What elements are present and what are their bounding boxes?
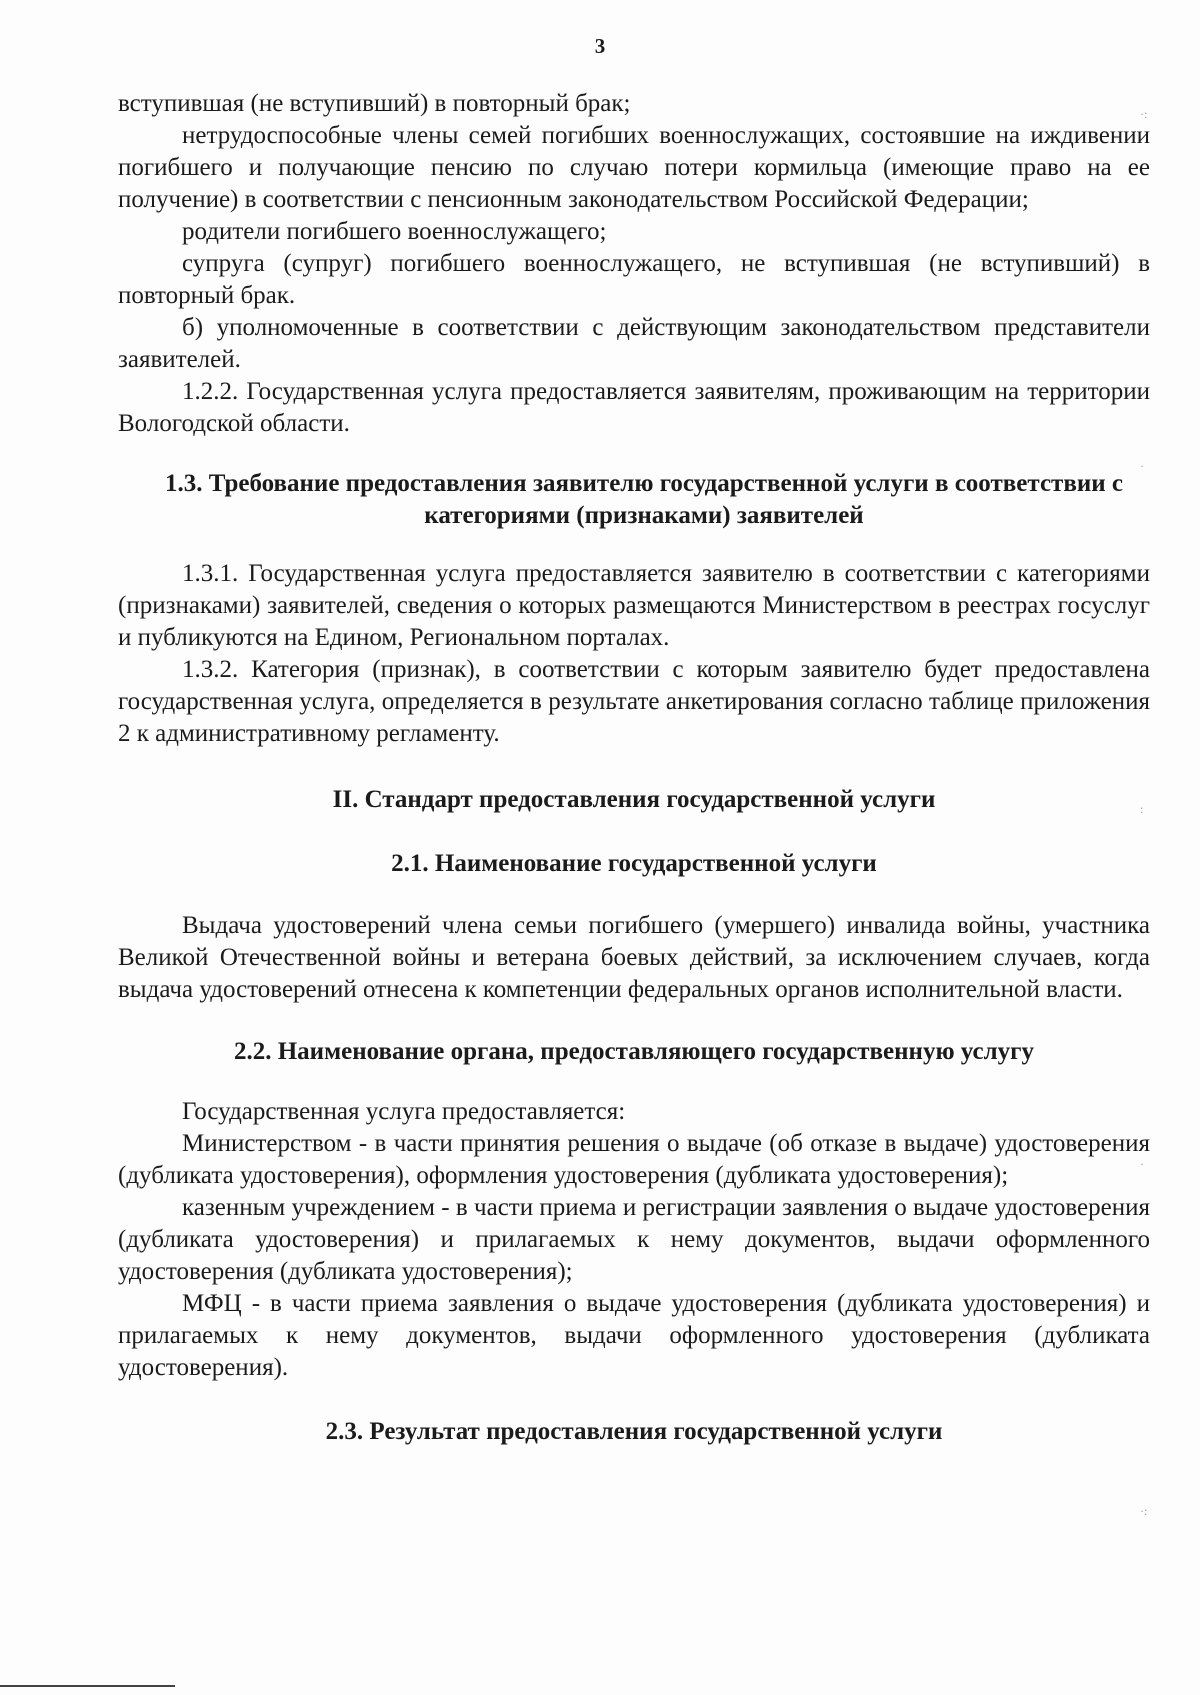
scan-speck: ·: [1140, 1504, 1148, 1518]
scan-speck: · [1140, 459, 1144, 473]
scan-speck: : [1140, 802, 1144, 816]
paragraph: нетрудоспособные члены семей погибших военнослужащих, состоявшие на иждивении погибшего и получающие пенсию по случаю потери кормильца (имеющие право на ее получение) в соответствии с пенсионным законодательством Российской Федерации; [118, 122, 1150, 213]
document-body [118, 88, 1150, 1448]
paragraph: МФЦ - в части приема заявления о выдаче удостоверения (дубликата удостоверения) и прилагаемых к нему документов, выдачи оформленного удостоверения (дубликата удостоверения). [118, 1290, 1150, 1381]
paragraph: родители погибшего военнослужащего; [182, 218, 607, 245]
section-heading: 2.2. Наименование органа, предоставляющего государственную услугу [233, 1038, 1035, 1065]
section-heading: 2.3. Результат предоставления государственной услуги [325, 1418, 943, 1445]
paragraph: Государственная услуга предоставляется: [182, 1098, 626, 1125]
section-heading: II. Стандарт предоставления государственной услуги [332, 786, 936, 813]
footer-rule [0, 1685, 175, 1687]
section-heading: 2.1. Наименование государственной услуги [391, 850, 877, 877]
paragraph: 1.2.2. Государственная услуга предоставляется заявителям, проживающим на территории Вологодской области. [118, 378, 1150, 437]
section-heading: 1.3. Требование предоставления заявителю государственной услуги в соответствии с категориями (признаками) заявителей [165, 470, 1123, 529]
paragraph: супруга (супруг) погибшего военнослужащего, не вступившая (не вступивший) в повторный брак. [118, 250, 1150, 309]
paragraph: вступившая (не вступивший) в повторный брак; [118, 90, 631, 117]
page-number: 3 [594, 34, 606, 58]
paragraph: Министерством - в части принятия решения о выдаче (об отказе в выдаче) удостоверения (дубликата удостоверения), оформления удостоверения (дубликата удостоверения); [118, 1130, 1150, 1189]
paragraph: 1.3.2. Категория (признак), в соответствии с которым заявителю будет предоставлена государственная услуга, определяется в результате анкетирования согласно таблице приложения 2 к административному регламенту. [118, 656, 1150, 747]
scan-speck: · [1140, 1157, 1144, 1171]
paragraph: б) уполномоченные в соответствии с действующим законодательством представители заявителей. [118, 314, 1150, 373]
paragraph: Выдача удостоверений члена семьи погибшего (умершего) инвалида войны, участника Великой Отечественной войны и ветерана боевых действий, за исключением случаев, когда выдача удостоверений отнесена к компетенции федеральных органов исполнительной власти. [118, 912, 1150, 1003]
paragraph: 1.3.1. Государственная услуга предоставляется заявителю в соответствии с категориями (признаками) заявителей, сведения о которых размещаются Министерством в реестрах госуслуг и публикуются на Едином, Региональном порталах. [118, 560, 1150, 651]
paragraph: казенным учреждением - в части приема и регистрации заявления о выдаче удостоверения (дубликата удостоверения) и прилагаемых к нему документов, выдачи оформленного удостоверения (дубликата удостоверения); [118, 1194, 1150, 1285]
scan-speck: ·: [1140, 107, 1148, 121]
